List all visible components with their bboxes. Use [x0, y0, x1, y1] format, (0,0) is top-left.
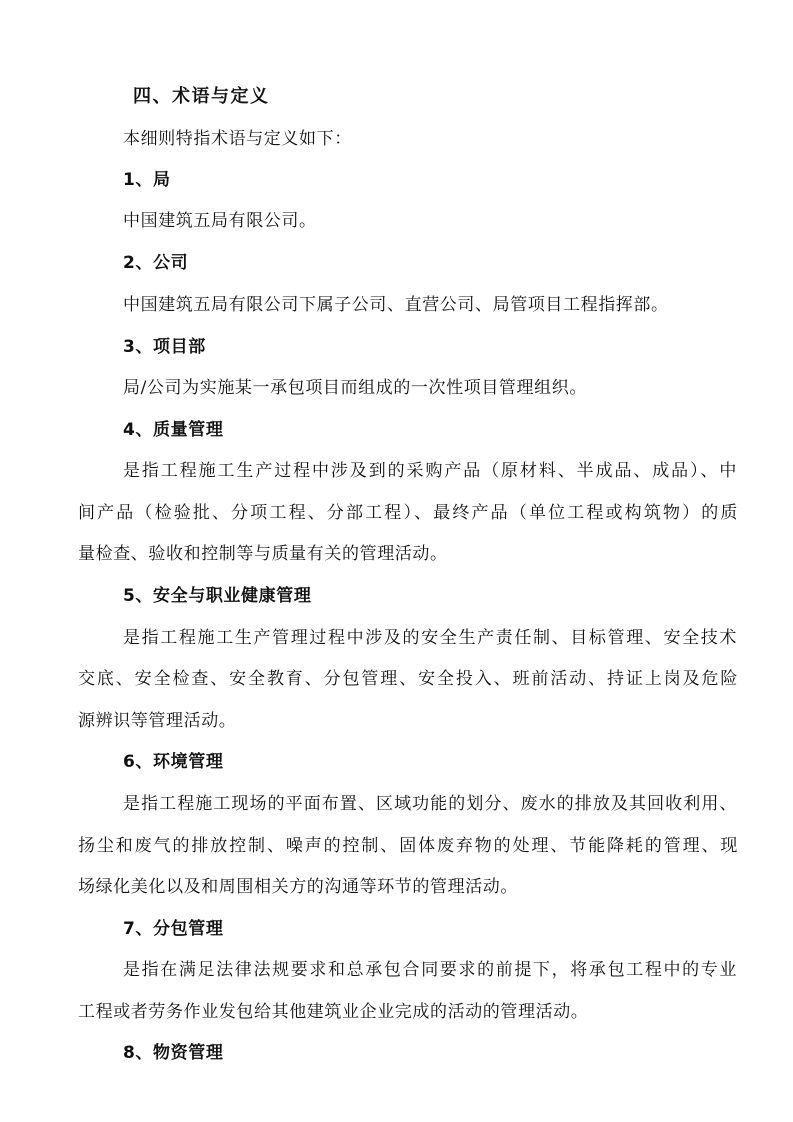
definition-6-line-3: 场绿化美化以及和周围相关方的沟通等环节的管理活动。: [78, 877, 518, 897]
heading-2: 2、公司: [123, 253, 189, 273]
heading-8: 8、物资管理: [123, 1043, 224, 1063]
section-title: 四、术语与定义: [133, 86, 270, 107]
definition-7-line-2: 工程或者劳务作业发包给其他建筑业企业完成的活动的管理活动。: [78, 1002, 589, 1022]
definition-6-line-2: 扬尘和废气的排放控制、噪声的控制、固体废弃物的处理、节能降耗的管理、现: [78, 836, 738, 856]
heading-7: 7、分包管理: [123, 919, 224, 939]
definition-6-line-1: 是指工程施工现场的平面布置、区域功能的划分、废水的排放及其回收利用、: [123, 794, 737, 814]
definition-4-line-2: 间产品（检验批、分项工程、分部工程）、最终产品（单位工程或构筑物）的质: [78, 503, 738, 523]
definition-5-line-2: 交底、安全检查、安全教育、分包管理、安全投入、班前活动、持证上岗及危险: [78, 669, 738, 689]
definition-3-line-1: 局/公司为实施某一承包项目而组成的一次性项目管理组织。: [123, 378, 587, 398]
definition-2-line-1: 中国建筑五局有限公司下属子公司、直营公司、局管项目工程指挥部。: [123, 295, 669, 315]
definition-1-line-1: 中国建筑五局有限公司。: [123, 211, 317, 231]
definition-5-line-3: 源辨识等管理活动。: [78, 711, 237, 731]
definition-7-line-1: 是指在满足法律法规要求和总承包合同要求的前提下，将承包工程中的专业: [123, 960, 737, 980]
intro-text: 本细则特指术语与定义如下：: [123, 129, 352, 149]
heading-4: 4、质量管理: [123, 420, 224, 440]
definition-4-line-3: 量检查、验收和控制等与质量有关的管理活动。: [78, 544, 448, 564]
heading-1: 1、局: [123, 170, 171, 190]
definition-5-line-1: 是指工程施工生产管理过程中涉及的安全生产责任制、目标管理、安全技术: [123, 628, 737, 648]
heading-5: 5、安全与职业健康管理: [123, 586, 312, 606]
definition-4-line-1: 是指工程施工生产过程中涉及到的采购产品（原材料、半成品、成品）、中: [123, 461, 737, 481]
heading-6: 6、环境管理: [123, 752, 224, 772]
heading-3: 3、项目部: [123, 337, 206, 357]
